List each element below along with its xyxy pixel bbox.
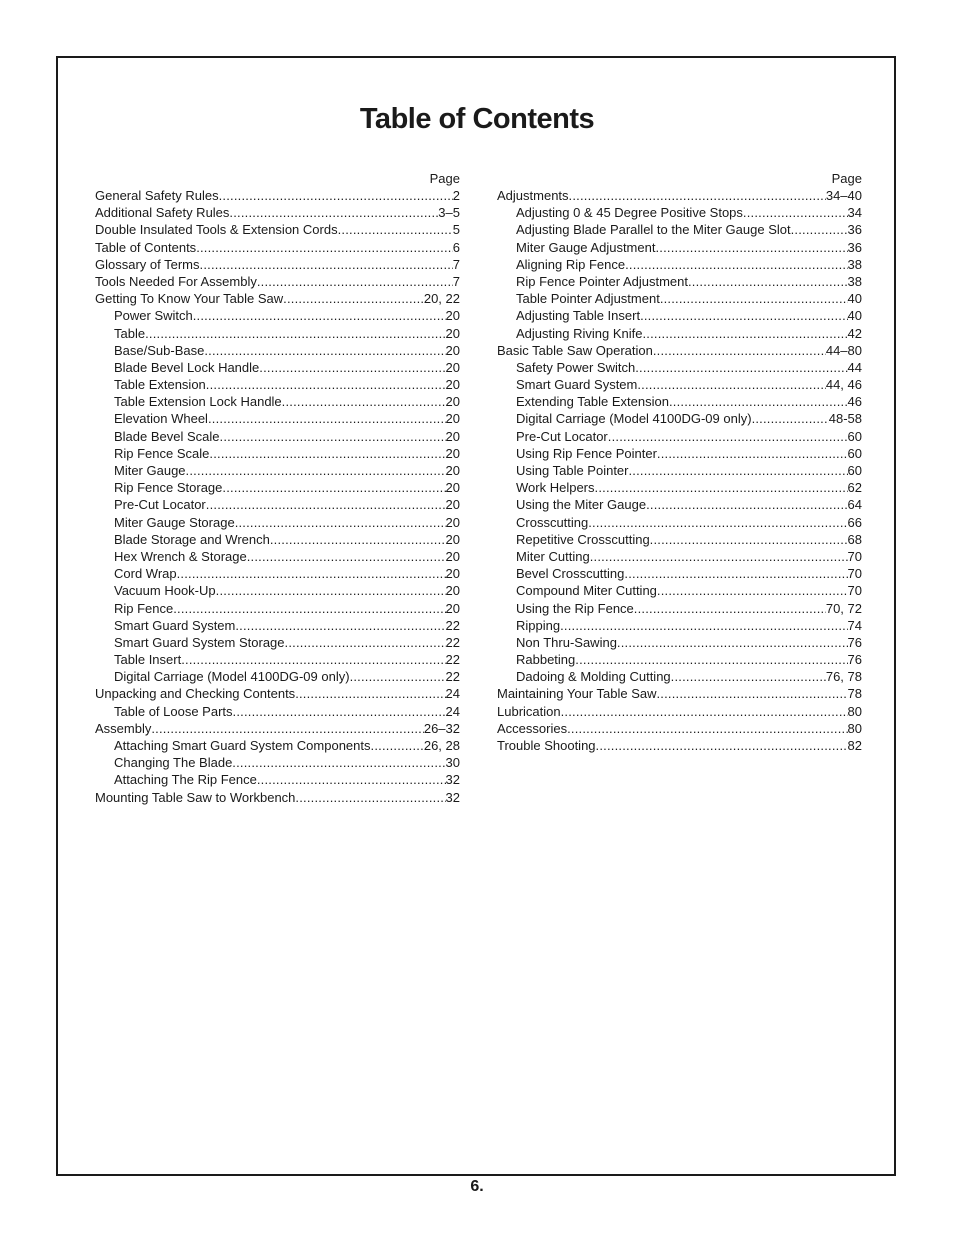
dot-leader: [596, 737, 848, 754]
toc-entry-page: 70: [847, 548, 862, 564]
toc-entry-page: 20: [445, 428, 460, 444]
toc-entry-page: 24: [445, 703, 460, 719]
toc-entry-label: Base/Sub-Base: [114, 342, 205, 358]
toc-entry-label: Assembly: [95, 720, 152, 736]
toc-entry[interactable]: [497, 496, 862, 513]
toc-entry-page: 5: [452, 222, 460, 238]
dot-leader: [657, 685, 848, 702]
toc-entry-label: Glossary of Terms: [95, 256, 200, 272]
toc-entry-label: Ripping: [516, 617, 561, 633]
toc-entry-label: Using the Miter Gauge: [516, 497, 647, 513]
toc-entry[interactable]: [95, 307, 460, 324]
toc-entry[interactable]: [497, 273, 862, 290]
dot-leader: [791, 221, 848, 238]
toc-entry-page: 82: [847, 738, 862, 753]
toc-entry-label: Adjusting Table Insert: [516, 308, 641, 324]
dot-leader: [629, 462, 848, 479]
toc-entry[interactable]: [95, 273, 460, 290]
toc-entry[interactable]: [95, 428, 460, 445]
dot-leader: [206, 376, 446, 393]
dot-leader: [200, 256, 453, 273]
dot-leader: [371, 737, 424, 754]
toc-entry-page: 20: [445, 359, 460, 375]
toc-entry-label: Adjustments: [497, 188, 569, 203]
toc-entry-label: Maintaining Your Table Saw: [497, 686, 657, 702]
dot-leader: [173, 600, 445, 617]
toc-entry-page: 76: [847, 634, 862, 650]
toc-entry[interactable]: [95, 514, 460, 531]
toc-entry-page: 70: [847, 566, 862, 582]
toc-entry-page: 20: [445, 411, 460, 427]
dot-leader: [145, 325, 445, 342]
toc-entry[interactable]: [497, 685, 862, 702]
toc-entry[interactable]: [497, 703, 862, 720]
dot-leader: [608, 428, 848, 445]
dot-leader: [595, 479, 848, 496]
dot-leader: [660, 290, 848, 307]
toc-entry-page: 20: [445, 308, 460, 324]
dot-leader: [219, 187, 453, 204]
toc-entry[interactable]: [497, 239, 862, 256]
page-title: Table of Contents: [359, 103, 595, 135]
toc-entry-page: 44–80: [825, 342, 862, 358]
toc-entry-label: Smart Guard System Storage: [114, 634, 285, 650]
dot-leader: [646, 496, 847, 513]
toc-entry-page: 64: [847, 497, 862, 513]
toc-entry-label: Trouble Shooting: [497, 738, 596, 753]
toc-entry[interactable]: [95, 445, 460, 462]
toc-entry-label: Miter Cutting: [516, 548, 590, 564]
toc-entry[interactable]: [497, 634, 862, 651]
toc-entry[interactable]: [497, 221, 862, 238]
dot-leader: [653, 342, 826, 359]
toc-entry[interactable]: [497, 445, 862, 462]
toc-entry-page: 20: [445, 583, 460, 599]
dot-leader: [206, 496, 446, 513]
toc-entry[interactable]: [497, 342, 862, 359]
toc-entry-page: 20: [445, 600, 460, 616]
toc-entry-page: 44: [847, 359, 862, 375]
toc-entry[interactable]: [95, 668, 460, 685]
toc-entry[interactable]: [497, 531, 862, 548]
toc-entry[interactable]: [497, 393, 862, 410]
dot-leader: [743, 204, 848, 221]
toc-entry[interactable]: [95, 703, 460, 720]
toc-entry[interactable]: [95, 187, 460, 204]
toc-entry[interactable]: [95, 376, 460, 393]
dot-leader: [270, 531, 446, 548]
toc-entry-page: 38: [847, 273, 862, 289]
toc-entry-page: 36: [847, 222, 862, 238]
toc-entry-label: Rip Fence Scale: [114, 445, 210, 461]
toc-entry[interactable]: [497, 720, 862, 737]
dot-leader: [259, 359, 445, 376]
toc-entry-label: Smart Guard System: [516, 377, 638, 393]
toc-entry[interactable]: [497, 651, 862, 668]
toc-entry-page: 20: [445, 514, 460, 530]
toc-entry-label: Extending Table Extension: [516, 394, 669, 410]
toc-entry-label: Blade Bevel Lock Handle: [114, 359, 260, 375]
toc-entry-page: 2: [452, 188, 460, 203]
toc-entry-page: 76: [847, 652, 862, 668]
toc-right-column: [497, 170, 862, 754]
toc-entry[interactable]: [95, 789, 460, 806]
toc-entry-label: Vacuum Hook-Up: [114, 583, 216, 599]
toc-entry[interactable]: [95, 204, 460, 221]
toc-entry[interactable]: [497, 187, 862, 204]
dot-leader: [640, 307, 847, 324]
toc-entry-page: 20: [445, 531, 460, 547]
toc-entry[interactable]: [95, 600, 460, 617]
toc-entry-page: 78: [847, 686, 862, 702]
toc-entry-page: 20, 22: [423, 291, 460, 307]
toc-entry-label: Table: [114, 325, 146, 341]
toc-entries-left: [95, 187, 460, 806]
toc-entry-label: Smart Guard System: [114, 617, 236, 633]
dot-leader: [235, 514, 446, 531]
toc-entry-label: Double Insulated Tools & Extension Cords: [95, 222, 338, 238]
dot-leader: [209, 445, 445, 462]
dot-leader: [257, 771, 446, 788]
dot-leader: [669, 393, 848, 410]
toc-entry[interactable]: [497, 376, 862, 393]
toc-entries-right: [497, 187, 862, 754]
toc-entry-label: Digital Carriage (Model 4100DG-09 only): [114, 669, 350, 685]
toc-entry-label: Crosscutting: [516, 514, 589, 530]
toc-entry-label: Cord Wrap: [114, 566, 177, 582]
toc-entry[interactable]: [95, 634, 460, 651]
toc-entry-label: Miter Gauge: [114, 463, 186, 478]
toc-entry-label: Safety Power Switch: [516, 359, 636, 375]
toc-entry-label: Blade Storage and Wrench: [114, 531, 270, 547]
toc-entry[interactable]: [95, 393, 460, 410]
toc-entry[interactable]: [95, 771, 460, 788]
toc-entry-page: 20: [445, 480, 460, 496]
toc-entry[interactable]: [95, 582, 460, 599]
toc-entry-label: Pre-Cut Locator: [114, 497, 206, 513]
dot-leader: [637, 376, 825, 393]
toc-entry-label: Basic Table Saw Operation: [497, 342, 653, 358]
toc-entry[interactable]: [497, 565, 862, 582]
toc-entry[interactable]: [95, 548, 460, 565]
toc-entry-label: Tools Needed For Assembly: [95, 273, 257, 289]
toc-entry[interactable]: [497, 410, 862, 427]
dot-leader: [634, 600, 826, 617]
toc-entry-label: Digital Carriage (Model 4100DG-09 only): [516, 411, 752, 427]
toc-entry-label: Miter Gauge Adjustment: [516, 239, 656, 255]
toc-entry-label: Aligning Rip Fence: [516, 256, 626, 272]
toc-entry-label: Table of Loose Parts: [114, 703, 233, 719]
toc-entry-label: Attaching The Rip Fence: [114, 772, 257, 788]
toc-entry-label: Elevation Wheel: [114, 411, 208, 427]
dot-leader: [688, 273, 848, 290]
toc-entry[interactable]: [497, 325, 862, 342]
dot-leader: [295, 789, 445, 806]
toc-entry-page: 46: [847, 394, 862, 410]
dot-leader: [285, 634, 446, 651]
toc-entry-page: 20: [445, 394, 460, 410]
toc-entry[interactable]: [95, 290, 460, 307]
dot-leader: [151, 720, 423, 737]
toc-entry-page: 7: [452, 273, 460, 289]
toc-entry-label: Using Rip Fence Pointer: [516, 445, 657, 461]
toc-entry-label: Rip Fence Storage: [114, 480, 223, 496]
toc-entry[interactable]: [95, 651, 460, 668]
toc-entry[interactable]: [95, 359, 460, 376]
toc-entry-label: General Safety Rules: [95, 188, 219, 203]
toc-entry-page: 66: [847, 514, 862, 530]
toc-entry-page: 7: [452, 256, 460, 272]
toc-entry-label: Adjusting Riving Knife: [516, 325, 643, 341]
toc-entry[interactable]: [95, 342, 460, 359]
dot-leader: [569, 187, 826, 204]
dot-leader: [204, 342, 445, 359]
page-column-header: Page: [831, 171, 862, 186]
toc-entry[interactable]: [95, 221, 460, 238]
toc-entry-label: Mounting Table Saw to Workbench: [95, 789, 296, 805]
toc-entry[interactable]: [497, 359, 862, 376]
dot-leader: [222, 479, 445, 496]
toc-entry-page: 34–40: [825, 188, 862, 203]
toc-entry-label: Miter Gauge Storage: [114, 514, 235, 530]
toc-entry[interactable]: [497, 256, 862, 273]
dot-leader: [650, 531, 848, 548]
toc-entry-label: Work Helpers: [516, 480, 595, 496]
toc-entry[interactable]: [95, 531, 460, 548]
toc-entry-label: Table of Contents: [95, 239, 197, 255]
toc-entry[interactable]: [497, 462, 862, 479]
toc-entry-page: 68: [847, 531, 862, 547]
toc-entry-label: Table Extension Lock Handle: [114, 394, 282, 410]
dot-leader: [186, 462, 446, 479]
dot-leader: [752, 410, 829, 427]
toc-entry-page: 76, 78: [825, 669, 862, 685]
dot-leader: [233, 703, 446, 720]
toc-entry[interactable]: [497, 479, 862, 496]
dot-leader: [657, 582, 848, 599]
toc-entry-page: 70: [847, 583, 862, 599]
toc-entry-label: Hex Wrench & Storage: [114, 548, 247, 564]
toc-entry-label: Accessories: [497, 720, 568, 736]
toc-entry-page: 22: [445, 652, 460, 668]
toc-entry[interactable]: [497, 290, 862, 307]
toc-entry-label: Compound Miter Cutting: [516, 583, 657, 599]
toc-entry-label: Using the Rip Fence: [516, 600, 634, 616]
page-column-header: Page: [429, 171, 460, 186]
dot-leader: [590, 548, 848, 565]
dot-leader: [655, 239, 847, 256]
dot-leader: [208, 410, 446, 427]
toc-entry-page: 20: [445, 497, 460, 513]
dot-leader: [283, 290, 424, 307]
dot-leader: [588, 514, 847, 531]
dot-leader: [232, 754, 445, 771]
toc-entry-label: Repetitive Crosscutting: [516, 531, 650, 547]
toc-entry-page: 74: [847, 617, 862, 633]
toc-entry-label: Adjusting 0 & 45 Degree Positive Stops: [516, 205, 743, 221]
toc-entry-page: 80: [847, 720, 862, 736]
toc-entry[interactable]: [95, 325, 460, 342]
dot-leader: [657, 445, 848, 462]
dot-leader: [338, 221, 453, 238]
page-number: 6.: [470, 1178, 484, 1195]
toc-entry-page: 20: [445, 325, 460, 341]
dot-leader: [235, 617, 445, 634]
dot-leader: [282, 393, 446, 410]
toc-entry-page: 22: [445, 634, 460, 650]
toc-entry-page: 20: [445, 377, 460, 393]
toc-entry[interactable]: [497, 514, 862, 531]
toc-entry-page: 36: [847, 239, 862, 255]
dot-leader: [193, 307, 446, 324]
toc-entry[interactable]: [497, 737, 862, 754]
toc-entry-label: Attaching Smart Guard System Components: [114, 738, 371, 753]
toc-entry-label: Changing The Blade: [114, 755, 233, 771]
toc-entry-page: 24: [445, 686, 460, 702]
toc-entry-label: Rip Fence Pointer Adjustment: [516, 273, 688, 289]
toc-entry-label: Additional Safety Rules: [95, 205, 230, 221]
dot-leader: [671, 668, 826, 685]
toc-entry[interactable]: [95, 479, 460, 496]
toc-entry-page: 32: [445, 789, 460, 805]
toc-entry-page: 26–32: [423, 720, 460, 736]
dot-leader: [625, 256, 847, 273]
dot-leader: [561, 703, 848, 720]
toc-entry[interactable]: [497, 617, 862, 634]
toc-entry[interactable]: [497, 600, 862, 617]
toc-entry-label: Power Switch: [114, 308, 193, 324]
toc-entry-label: Rip Fence: [114, 600, 174, 616]
dot-leader: [177, 565, 446, 582]
toc-entry[interactable]: [95, 496, 460, 513]
dot-leader: [216, 582, 446, 599]
toc-entry-label: Lubrication: [497, 703, 561, 719]
toc-entry-label: Unpacking and Checking Contents: [95, 686, 296, 702]
toc-entry-page: 6: [452, 239, 460, 255]
toc-entry-page: 60: [847, 463, 862, 478]
toc-entry-page: 42: [847, 325, 862, 341]
toc-entry-page: 32: [445, 772, 460, 788]
dot-leader: [642, 325, 847, 342]
dot-leader: [624, 565, 847, 582]
toc-entry[interactable]: [95, 737, 460, 754]
toc-entry-page: 30: [445, 755, 460, 771]
toc-entry[interactable]: [95, 685, 460, 702]
toc-entry[interactable]: [497, 668, 862, 685]
toc-entry-page: 48-58: [828, 411, 862, 427]
toc-entry[interactable]: [497, 307, 862, 324]
toc-entry[interactable]: [95, 462, 460, 479]
toc-entry-label: Using Table Pointer: [516, 463, 629, 478]
toc-left-column: [95, 170, 460, 806]
toc-entry-page: 20: [445, 548, 460, 564]
toc-entry-label: Table Insert: [114, 652, 182, 668]
toc-entry-page: 20: [445, 566, 460, 582]
dot-leader: [567, 720, 847, 737]
toc-entry-label: Rabbeting: [516, 652, 576, 668]
toc-entry[interactable]: [497, 204, 862, 221]
toc-entry-label: Non Thru-Sawing: [516, 634, 617, 650]
toc-entry-label: Adjusting Blade Parallel to the Miter Gauge Slot: [516, 222, 791, 238]
toc-entry-label: Bevel Crosscutting: [516, 566, 625, 582]
toc-entry-page: 60: [847, 428, 862, 444]
dot-leader: [295, 685, 445, 702]
dot-leader: [247, 548, 446, 565]
dot-leader: [350, 668, 446, 685]
toc-entry-label: Dadoing & Molding Cutting: [516, 669, 671, 685]
toc-entry-page: 70, 72: [825, 600, 862, 616]
toc-entry-page: 20: [445, 463, 460, 478]
toc-entry-page: 20: [445, 342, 460, 358]
toc-entry-page: 40: [847, 291, 862, 307]
toc-entry-page: 20: [445, 445, 460, 461]
toc-entry-page: 22: [445, 617, 460, 633]
dot-leader: [635, 359, 847, 376]
toc-entry[interactable]: [95, 754, 460, 771]
toc-entry[interactable]: [95, 239, 460, 256]
toc-entry-page: 34: [847, 205, 862, 221]
dot-leader: [617, 634, 848, 651]
toc-entry-page: 60: [847, 445, 862, 461]
toc-entry[interactable]: [497, 548, 862, 565]
dot-leader: [229, 204, 438, 221]
toc-entry-label: Table Extension: [114, 377, 206, 393]
toc-entry[interactable]: [95, 617, 460, 634]
dot-leader: [196, 239, 453, 256]
toc-entry[interactable]: [95, 565, 460, 582]
toc-entry-page: 80: [847, 703, 862, 719]
toc-entry-page: 3–5: [438, 205, 460, 221]
toc-entry-label: Pre-Cut Locator: [516, 428, 608, 444]
toc-entry-page: 44, 46: [825, 377, 862, 393]
dot-leader: [560, 617, 847, 634]
toc-entry[interactable]: [497, 582, 862, 599]
dot-leader: [181, 651, 445, 668]
toc-entry[interactable]: [95, 720, 460, 737]
toc-entry-page: 62: [847, 480, 862, 496]
toc-entry-page: 38: [847, 256, 862, 272]
dot-leader: [257, 273, 453, 290]
dot-leader: [575, 651, 847, 668]
toc-entry-label: Blade Bevel Scale: [114, 428, 220, 444]
toc-entry-page: 22: [445, 669, 460, 685]
toc-entry-page: 26, 28: [423, 738, 460, 753]
toc-entry-page: 40: [847, 308, 862, 324]
toc-entry[interactable]: [497, 428, 862, 445]
toc-entry[interactable]: [95, 410, 460, 427]
dot-leader: [220, 428, 446, 445]
toc-entry[interactable]: [95, 256, 460, 273]
toc-entry-label: Getting To Know Your Table Saw: [95, 291, 284, 307]
toc-entry-label: Table Pointer Adjustment: [516, 291, 660, 307]
